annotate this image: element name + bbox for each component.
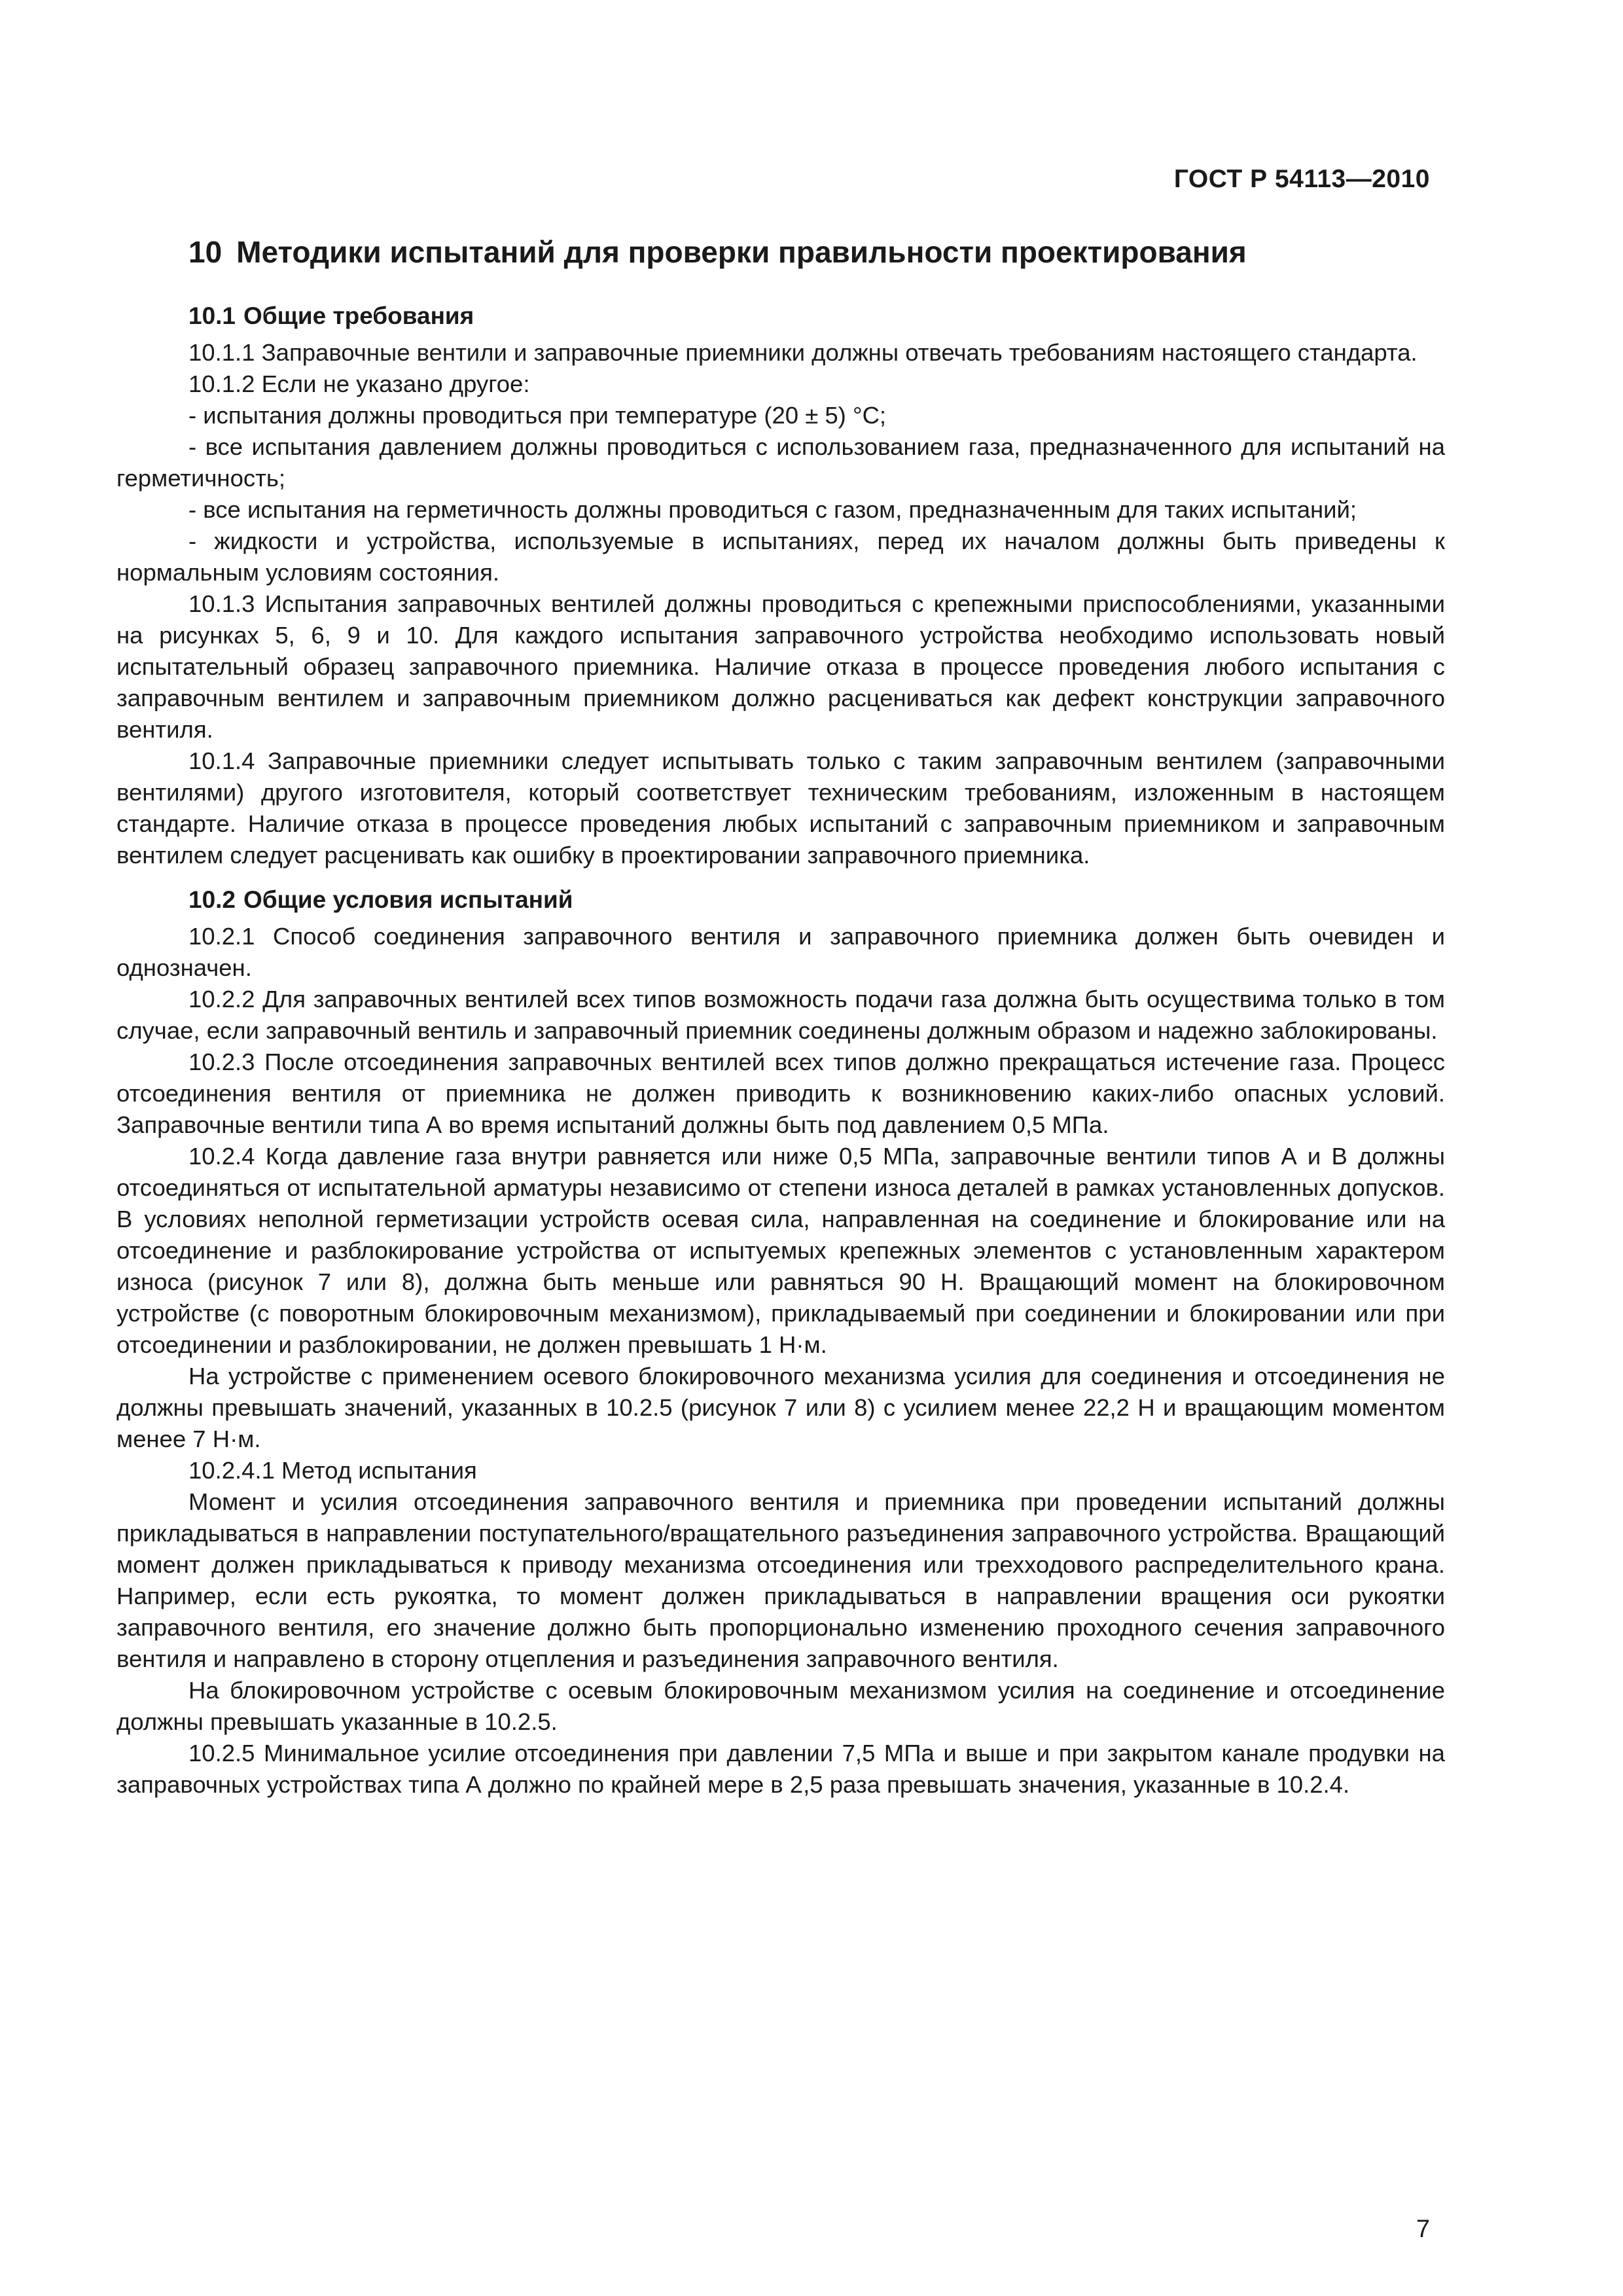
paragraph-10-1-2: 10.1.2 Если не указано другое:	[188, 370, 530, 397]
subsection-title: Общие требования	[243, 302, 474, 329]
paragraph-10-2-2: 10.2.2 Для заправочных вентилей всех типов возможность подачи газа должна быть осуществима только в том случае, если заправочный вентиль и заправочный приемник соединены должным образом и надежно заблокированы.	[116, 986, 1445, 1044]
paragraph-test-method: Момент и усилия отсоединения заправочного вентиля и приемника при проведении испытаний должны прикладываться в направлении поступательного/вращательного разъединения заправочного устройства. Вращающий момент должен прикладываться к приводу механизма отсоединения или трехходового распределительного крана. Например, если есть рукоятка, то момент должен прикладываться в направлении вращения оси рукоятки заправочного вентиля, его значение должно быть пропорционально изменению проходного сечения заправочного вентиля и направлено в сторону отцепления и разъединения заправочного вентиля.	[116, 1488, 1445, 1672]
list-item-pressure-tests: - все испытания давлением должны проводиться с использованием газа, предназначенного для испытаний на герметичность;	[116, 433, 1445, 492]
paragraph-10-1-3: 10.1.3 Испытания заправочных вентилей должны проводиться с крепежными приспособлениями, указанными на рисунках 5, 6, 9 и 10. Для каждого испытания заправочного устройства необходимо использовать новый испытательный образец заправочного приемника. Наличие отказа в процессе проведения любого испытания с заправочным вентилем и заправочным приемником должно расцениваться как дефект конструкции заправочного вентиля.	[116, 590, 1445, 743]
subsection-heading-10-1	[188, 299, 1445, 333]
list-item-normal-conditions: - жидкости и устройства, используемые в испытаниях, перед их началом должны быть приведены к нормальным условиям состояния.	[116, 528, 1445, 586]
paragraph-10-2-4: 10.2.4 Когда давление газа внутри равняется или ниже 0,5 МПа, заправочные вентили типов А и В должны отсоединяться от испытательной арматуры независимо от степени износа деталей в рамках установленных допусков. В условиях неполной герметизации устройств осевая сила, направленная на соединение и блокирование или на отсоединение и разблокирование устройства от испытуемых крепежных элементов с установленным характером износа (рисунок 7 или 8), должна быть меньше или равняться 90 Н. Вращающий момент на блокировочном устройстве (с поворотным блокировочным механизмом), прикладываемый при соединении и блокировании или при отсоединении и разблокировании, не должен превышать 1 Н·м.	[116, 1143, 1445, 1358]
subsection-number: 10.2	[188, 886, 236, 913]
paragraph-10-2-4-1: 10.2.4.1 Метод испытания	[188, 1457, 477, 1484]
section-title-text: Методики испытаний для проверки правильности проектирования	[236, 235, 1247, 269]
paragraph-10-1-4: 10.1.4 Заправочные приемники следует испытывать только с таким заправочным вентилем (заправочными вентилями) другого изготовителя, который соответствует техническим требованиям, изложенным в настоящем стандарте. Наличие отказа в процессе проведения любых испытаний с заправочным приемником и заправочным вентилем следует расценивать как ошибку в проектировании заправочного приемника.	[116, 747, 1445, 869]
subsection-title: Общие условия испытаний	[243, 886, 573, 913]
document-code-header: ГОСТ Р 54113—2010	[1173, 165, 1430, 193]
paragraph-10-2-1: 10.2.1 Способ соединения заправочного вентиля и заправочного приемника должен быть очевиден и однозначен.	[116, 923, 1445, 981]
list-item-leak-tests: - все испытания на герметичность должны проводиться с газом, предназначенным для таких испытаний;	[188, 496, 1357, 523]
section-number: 10	[188, 235, 223, 269]
subsection-heading-10-2	[188, 883, 1445, 917]
paragraph-10-2-5: 10.2.5 Минимальное усилие отсоединения при давлении 7,5 МПа и выше и при закрытом канале продувки на заправочных устройствах типа А должно по крайней мере в 2,5 раза превышать значения, указанные в 10.2.4.	[116, 1740, 1445, 1798]
list-item-temperature: - испытания должны проводиться при температуре (20 ± 5) °C;	[188, 402, 887, 429]
page-content	[116, 232, 1445, 1801]
paragraph-10-2-3: 10.2.3 После отсоединения заправочных вентилей всех типов должно прекращаться истечение газа. Процесс отсоединения вентиля от приемника не должен приводить к возникновению каких-либо опасных условий. Заправочные вентили типа А во время испытаний должны быть под давлением 0,5 МПа.	[116, 1049, 1445, 1138]
paragraph-10-1-1: 10.1.1 Заправочные вентили и заправочные приемники должны отвечать требованиям настоящего стандарта.	[188, 339, 1418, 366]
paragraph-axial-lock-forces: На блокировочном устройстве с осевым блокировочным механизмом усилия на соединение и отсоединение должны превышать указанные в 10.2.5.	[116, 1677, 1445, 1735]
page-number: 7	[1416, 2215, 1430, 2243]
section-title	[188, 232, 1445, 272]
paragraph-axial-lock: На устройстве с применением осевого блокировочного механизма усилия для соединения и отсоединения не должны превышать значений, указанных в 10.2.5 (рисунок 7 или 8) с усилием менее 22,2 Н и вращающим моментом менее 7 Н·м.	[116, 1363, 1445, 1452]
subsection-number: 10.1	[188, 302, 236, 329]
